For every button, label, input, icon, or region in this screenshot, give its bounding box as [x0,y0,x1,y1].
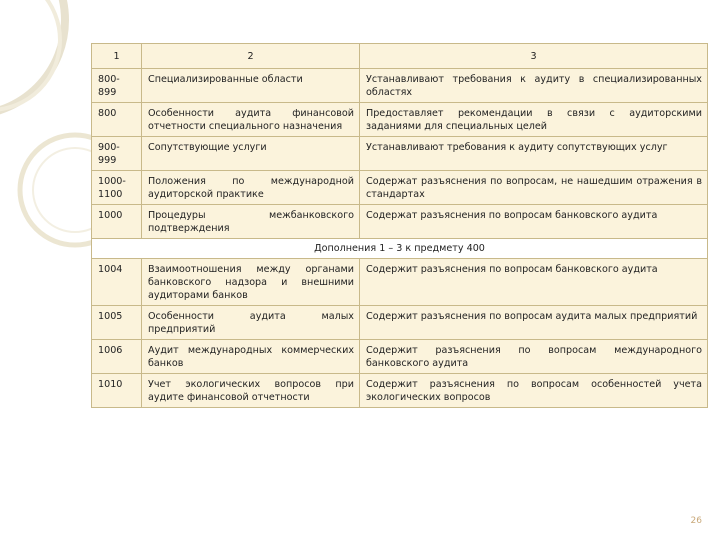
area-cell: Особенности аудита малых предприятий [142,306,360,340]
table-row [92,103,708,137]
header-cell-2: 2 [142,44,360,69]
code-cell: 1005 [92,306,142,340]
table-header-row [92,44,708,69]
area-cell: Учет экологических вопросов при аудите финансовой отчетности [142,374,360,408]
table-row [92,205,708,239]
code-cell: 1006 [92,340,142,374]
section-row [92,239,708,259]
decorative-circles [0,0,100,300]
code-cell: 1010 [92,374,142,408]
page-number: 26 [690,516,702,526]
description-cell: Содержит разъяснения по вопросам банковского аудита [360,259,708,306]
standards-table [91,43,708,408]
area-cell: Процедуры межбанковского подтверждения [142,205,360,239]
area-cell: Аудит международных коммерческих банков [142,340,360,374]
code-cell: 1000 [92,205,142,239]
area-cell: Положения по международной аудиторской практике [142,171,360,205]
area-cell: Особенности аудита финансовой отчетности специального назначения [142,103,360,137]
header-cell-3: 3 [360,44,708,69]
description-cell: Содержит разъяснения по вопросам международного банковского аудита [360,340,708,374]
description-cell: Предоставляет рекомендации в связи с аудиторскими заданиями для специальных целей [360,103,708,137]
code-cell: 800-899 [92,69,142,103]
table-row [92,374,708,408]
table-row [92,137,708,171]
table-row [92,340,708,374]
description-cell: Содержат разъяснения по вопросам, не нашедшим отражения в стандартах [360,171,708,205]
code-cell: 900-999 [92,137,142,171]
table-row [92,171,708,205]
code-cell: 1000-1100 [92,171,142,205]
area-cell: Взаимоотношения между органами банковского надзора и внешними аудиторами банков [142,259,360,306]
code-cell: 800 [92,103,142,137]
code-cell: 1004 [92,259,142,306]
description-cell: Содержит разъяснения по вопросам особенностей учета экологических вопросов [360,374,708,408]
description-cell: Устанавливают требования к аудиту в специализированных областях [360,69,708,103]
standards-table-container [91,43,707,408]
table-row [92,259,708,306]
area-cell: Сопутствующие услуги [142,137,360,171]
description-cell: Устанавливают требования к аудиту сопутствующих услуг [360,137,708,171]
description-cell: Содержат разъяснения по вопросам банковского аудита [360,205,708,239]
description-cell: Содержит разъяснения по вопросам аудита малых предприятий [360,306,708,340]
table-row [92,69,708,103]
section-title: Дополнения 1 – 3 к предмету 400 [92,239,708,259]
table-row [92,306,708,340]
area-cell: Специализированные области [142,69,360,103]
header-cell-1: 1 [92,44,142,69]
